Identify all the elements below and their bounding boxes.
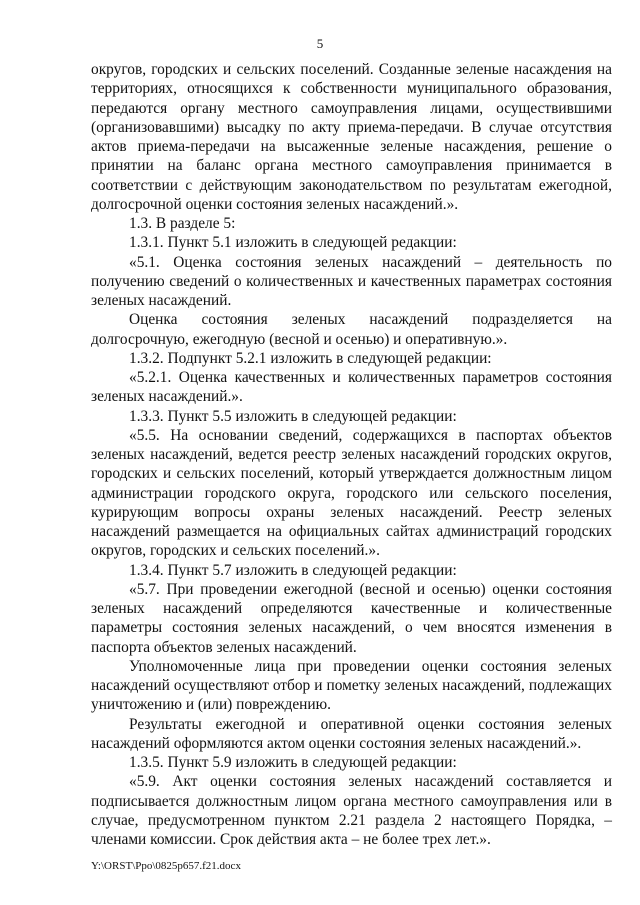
paragraph: 1.3.3. Пункт 5.5 изложить в следующей редакции: [129,407,457,425]
paragraph: «5.1. Оценка состояния зеленых насаждений – деятельность по получению сведений о количественных и качественных параметрах состояния зеленых насаждений. [91,253,612,309]
paragraph: Результаты ежегодной и оперативной оценки состояния зеленых насаждений оформляются актом оценки состояния зеленых насаждений.». [91,715,612,752]
paragraph: «5.9. Акт оценки состояния зеленых насаждений составляется и подписывается должностным лицом органа местного самоуправления или в случае, предусмотренном пунктом 2.21 раздела 2 настоящего Порядка, – членами комиссии. Срок действия акта – не более трех лет.». [91,773,612,848]
paragraph: Оценка состояния зеленых насаждений подразделяется на долгосрочную, ежегодную (весной и осенью) и оперативную.». [91,311,612,348]
page-number: 5 [316,36,324,51]
paragraph: 1.3.5. Пункт 5.9 изложить в следующей редакции: [129,754,457,771]
paragraph: 1.3.4. Пункт 5.7 изложить в следующей редакции: [129,561,457,579]
file-path-footer: Y:\ORST\Ppo\0825p657.f21.docx [91,860,241,872]
paragraph: округов, городских и сельских поселений. Созданные зеленые насаждения на территориях, относящихся к собственности муниципального образования, передаются органу местного самоуправления лицами, осуществившими (организовавшими) высадку по акту приема-передачи. В случае отсутствия актов приема-передачи на высаженные зеленые насаждения, решение о принятии на баланс органа местного самоуправления принимается в соответствии с действующим законодательством по результатам ежегодной, долгосрочной оценки состояния зеленых насаждений.». [91,61,612,213]
paragraph: Уполномоченные лица при проведении оценки состояния зеленых насаждений осуществляют отбор и пометку зеленых насаждений, подлежащих уничтожению и (или) повреждению. [91,657,612,714]
paragraph: 1.3.1. Пункт 5.1 изложить в следующей редакции: [129,234,457,252]
paragraph: «5.7. При проведении ежегодной (весной и осенью) оценки состояния зеленых насаждений определяются качественные и количественные параметры состояния зеленых насаждений, о чем вносятся изменения в паспорта объектов зеленых насаждений. [91,580,612,656]
paragraph: 1.3. В разделе 5: [129,215,236,232]
paragraph: «5.2.1. Оценка качественных и количественных параметров состояния зеленых насаждений.». [91,369,612,406]
paragraph: «5.5. На основании сведений, содержащихся в паспортах объектов зеленых насаждений, ведется реестр зеленых насаждений городских округов, городских и сельских поселений, который утверждается должностным лицом администрации городского округа, городского или сельского поселения, курирующим вопросы охраны зеленых насаждений. Реестр зеленых насаждений размещается на официальных сайтах администраций городских округов, городских и сельских поселений.». [91,426,612,560]
paragraph: 1.3.2. Подпункт 5.2.1 изложить в следующей редакции: [129,349,492,367]
document-body [91,60,612,849]
